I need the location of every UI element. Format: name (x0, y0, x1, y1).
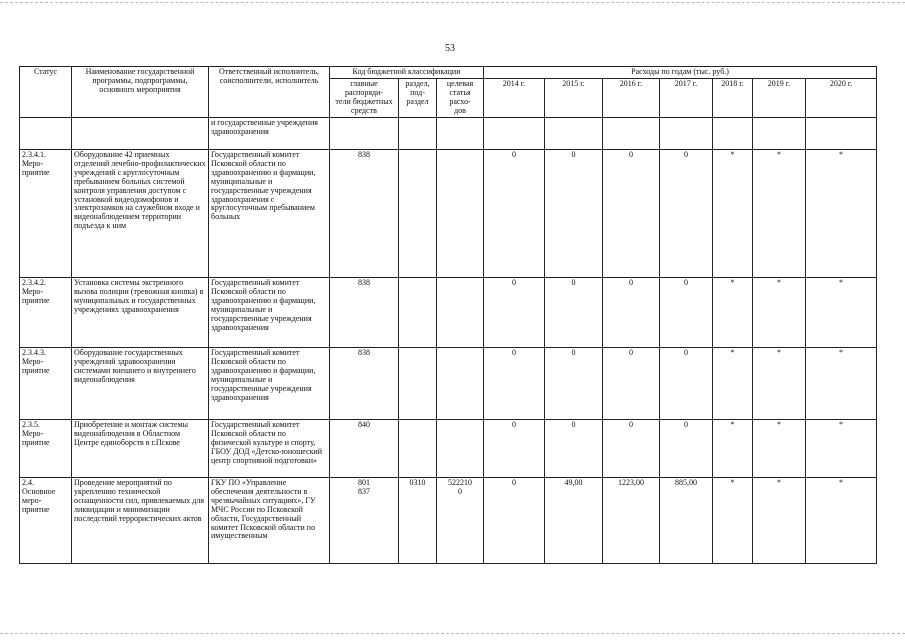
year-value-cell: * (713, 149, 753, 277)
year-value-cell: 0 (603, 419, 660, 477)
year-value-cell: 0 (484, 347, 545, 419)
year-value-cell: * (713, 277, 753, 347)
target-cell (437, 277, 484, 347)
year-value-cell (753, 117, 806, 149)
year-value-cell: * (806, 347, 877, 419)
section-cell (399, 419, 437, 477)
table-row (20, 347, 877, 419)
name-cell: Установка системы экстренного вызова полиции (тревожная кнопка) в муниципальных и государственных учреждениях здравоохранения (72, 277, 209, 347)
status-cell: 2.4. Основное меро- приятие (20, 477, 72, 563)
year-value-cell: 0 (484, 149, 545, 277)
target-cell (437, 117, 484, 149)
target-cell (437, 347, 484, 419)
top-page-edge (0, 2, 905, 3)
name-cell: Оборудование государственных учреждений здравоохранения системами внешнего и внутреннего видеонаблюдения (72, 347, 209, 419)
header-section: раздел, под- раздел (399, 78, 437, 117)
status-cell (20, 117, 72, 149)
table-row (20, 277, 877, 347)
year-value-cell (603, 117, 660, 149)
year-value-cell (545, 117, 603, 149)
name-cell: Оборудование 42 приемных отделений лечебно-профилактических учреждений с круглосуточным пребыванием больных системой контроля управления доступом с установкой видеодомофонов и электрозамков на служебном входе и видеонаблюдением территории подъезда к ним (72, 149, 209, 277)
year-value-cell: 0 (484, 277, 545, 347)
page-number: 53 (445, 43, 455, 54)
name-cell: Проведение мероприятий по укреплению технической оснащенности сил, привлекаемых для ликвидации и минимизации последствий террористических актов (72, 477, 209, 563)
year-value-cell: 0 (603, 149, 660, 277)
table-row (20, 419, 877, 477)
name-cell (72, 117, 209, 149)
header-expenses: Расходы по годам (тыс. руб.) (484, 67, 877, 79)
year-value-cell: * (753, 277, 806, 347)
header-year-2014: 2014 г. (484, 78, 545, 117)
header-name: Наименование государственной программы, подпрограммы, основного мероприятия (72, 67, 209, 118)
year-value-cell: * (753, 419, 806, 477)
header-year-2020: 2020 г. (806, 78, 877, 117)
year-value-cell: * (806, 277, 877, 347)
executor-cell: и государственные учреждения здравоохранения (209, 117, 330, 149)
status-cell: 2.3.4.3. Меро- приятие (20, 347, 72, 419)
grbs-cell: 838 (330, 347, 399, 419)
bottom-page-edge (0, 633, 905, 634)
section-cell (399, 149, 437, 277)
target-cell: 522210 0 (437, 477, 484, 563)
executor-cell: Государственный комитет Псковской области по здравоохранению и фармации, муниципальные и государственные учреждения здравоохранения с круглосуточным пребыванием больных (209, 149, 330, 277)
section-cell (399, 277, 437, 347)
year-value-cell: 0 (660, 277, 713, 347)
year-value-cell: 0 (545, 347, 603, 419)
year-value-cell: * (713, 477, 753, 563)
header-year-2017: 2017 г. (660, 78, 713, 117)
executor-cell: Государственный комитет Псковской области по здравоохранению и фармации, муниципальные и государственные учреждения здравоохранения (209, 277, 330, 347)
year-value-cell: 0 (545, 277, 603, 347)
year-value-cell: * (806, 419, 877, 477)
year-value-cell: * (713, 419, 753, 477)
header-budget-classification: Код бюджетной классификации (330, 67, 484, 79)
header-year-2018: 2018 г. (713, 78, 753, 117)
table-row (20, 477, 877, 563)
grbs-cell: 840 (330, 419, 399, 477)
header-executor: Ответственный исполнитель, соисполнители, исполнитель (209, 67, 330, 118)
year-value-cell: * (806, 477, 877, 563)
year-value-cell: 49,00 (545, 477, 603, 563)
year-value-cell: 0 (484, 477, 545, 563)
year-value-cell: 885,00 (660, 477, 713, 563)
year-value-cell: 1223,00 (603, 477, 660, 563)
header-target: целевая статья расхо- дов (437, 78, 484, 117)
budget-table (19, 66, 877, 564)
year-value-cell: 0 (603, 277, 660, 347)
target-cell (437, 149, 484, 277)
grbs-cell (330, 117, 399, 149)
year-value-cell (484, 117, 545, 149)
grbs-cell: 838 (330, 149, 399, 277)
year-value-cell: * (753, 149, 806, 277)
header-grbs: главные распоряди- тели бюджетных средств (330, 78, 399, 117)
header-year-2015: 2015 г. (545, 78, 603, 117)
grbs-cell: 838 (330, 277, 399, 347)
target-cell (437, 419, 484, 477)
section-cell (399, 347, 437, 419)
section-cell (399, 117, 437, 149)
grbs-cell: 801 837 (330, 477, 399, 563)
year-value-cell: * (753, 477, 806, 563)
year-value-cell: 0 (660, 149, 713, 277)
year-value-cell: 0 (545, 419, 603, 477)
executor-cell: Государственный комитет Псковской области по физической культуре и спорту, ГБОУ ДОД «Детско-юношеский центр спортивной подготовки» (209, 419, 330, 477)
year-value-cell (713, 117, 753, 149)
status-cell: 2.3.4.2. Меро- приятие (20, 277, 72, 347)
year-value-cell: 0 (603, 347, 660, 419)
year-value-cell (660, 117, 713, 149)
year-value-cell: 0 (484, 419, 545, 477)
year-value-cell: * (806, 149, 877, 277)
year-value-cell: * (753, 347, 806, 419)
header-year-2019: 2019 г. (753, 78, 806, 117)
status-cell: 2.3.5. Меро- приятие (20, 419, 72, 477)
name-cell: Приобретение и монтаж системы видеонаблюдения в Областном Центре единоборств в г.Пскове (72, 419, 209, 477)
table-row (20, 149, 877, 277)
year-value-cell: 0 (660, 347, 713, 419)
section-cell: 0310 (399, 477, 437, 563)
table-row (20, 117, 877, 149)
status-cell: 2.3.4.1. Меро- приятие (20, 149, 72, 277)
year-value-cell (806, 117, 877, 149)
header-year-2016: 2016 г. (603, 78, 660, 117)
executor-cell: ГКУ ПО «Управление обеспечения деятельности в чрезвычайных ситуациях», ГУ МЧС России по Псковской области, Государственный комитет Псковской области по имущественным (209, 477, 330, 563)
year-value-cell: 0 (545, 149, 603, 277)
executor-cell: Государственный комитет Псковской области по здравоохранению и фармации, муниципальные и государственные учреждения здравоохранения (209, 347, 330, 419)
year-value-cell: 0 (660, 419, 713, 477)
header-status: Статус (20, 67, 72, 118)
header-row-1 (20, 67, 877, 79)
year-value-cell: * (713, 347, 753, 419)
